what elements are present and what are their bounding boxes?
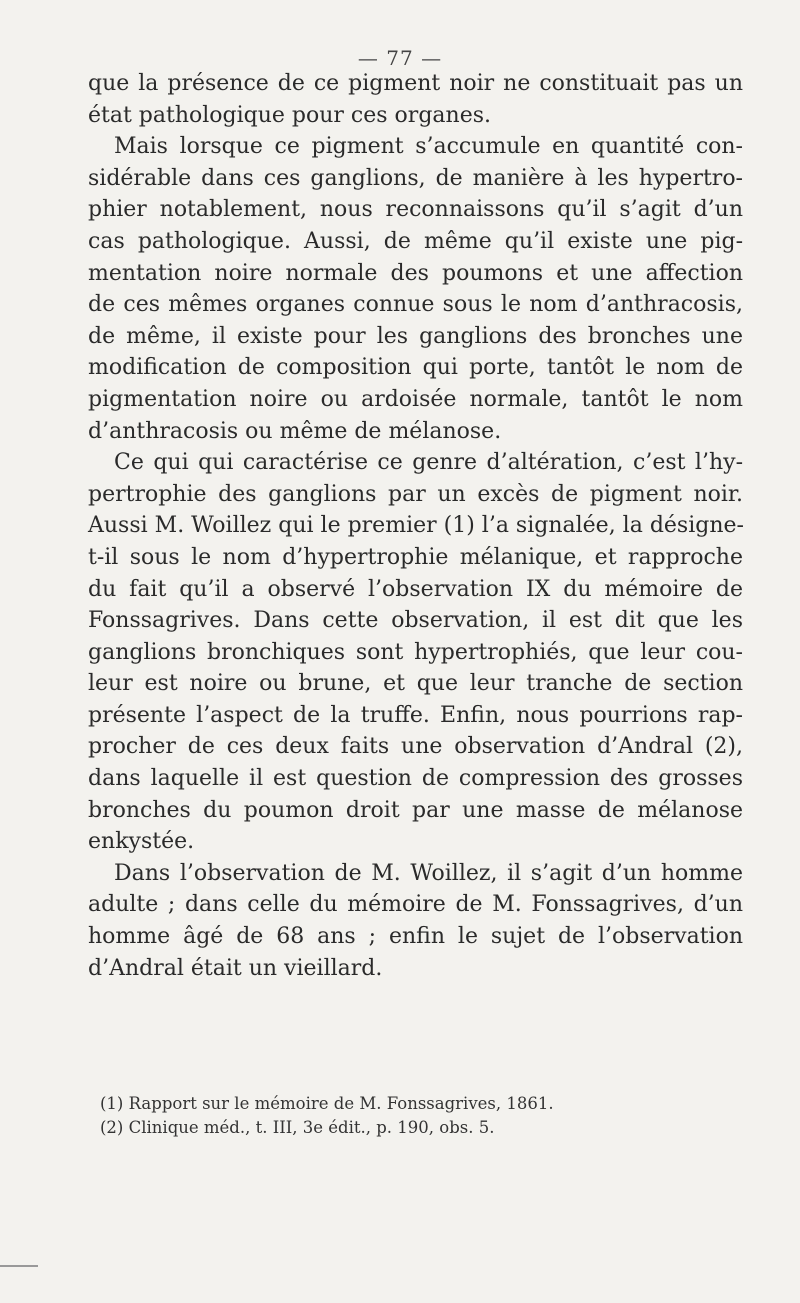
text-line: leur est noire ou brune, et que leur tranche de section xyxy=(88,671,743,697)
page-number: — 77 — xyxy=(357,46,443,70)
text-line: de ces mêmes organes connue sous le nom d’anthracosis, xyxy=(88,292,743,318)
text-line: mentation noire normale des poumons et une affection xyxy=(88,260,743,286)
text-line: homme âgé de 68 ans ; enfin le sujet de l’observation xyxy=(88,924,743,950)
text-line: enkystée. xyxy=(88,829,195,855)
text-line: de même, il existe pour les ganglions des bronches une xyxy=(88,323,743,349)
text-line: Aussi M. Woillez qui le premier (1) l’a signalée, la désigne- xyxy=(88,513,744,539)
footnote: (1) Rapport sur le mémoire de M. Fonssagrives, 1861. xyxy=(100,1094,554,1113)
text-line: cas pathologique. Aussi, de même qu’il existe une pig- xyxy=(88,228,743,254)
text-line: adulte ; dans celle du mémoire de M. Fonssagrives, d’un xyxy=(88,892,743,918)
text-line: pertrophie des ganglions par un excès de pigment noir. xyxy=(88,481,743,507)
text-line: modification de composition qui porte, tantôt le nom de xyxy=(88,355,743,381)
page-edge-rule xyxy=(0,1265,38,1267)
text-line: présente l’aspect de la truffe. Enfin, nous pourrions rap- xyxy=(88,702,743,728)
text-line: sidérable dans ces ganglions, de manière à les hypertro- xyxy=(88,165,743,191)
text-line: t-il sous le nom d’hypertrophie mélanique, et rapproche xyxy=(88,544,743,570)
text-line: d’anthracosis ou même de mélanose. xyxy=(88,418,502,444)
text-line: Dans l’observation de M. Woillez, il s’agit d’un homme xyxy=(114,860,743,886)
text-line: ganglions bronchiques sont hypertrophiés, que leur cou- xyxy=(88,639,743,665)
text-line: phier notablement, nous reconnaissons qu’il s’agit d’un xyxy=(88,197,743,223)
text-line: bronches du poumon droit par une masse de mélanose xyxy=(88,797,743,823)
text-line: pigmentation noire ou ardoisée normale, tantôt le nom xyxy=(88,386,743,412)
footnotes xyxy=(100,1092,740,1140)
text-line: procher de ces deux faits une observation d’Andral (2), xyxy=(88,734,743,760)
text-line: du fait qu’il a observé l’observation IX du mémoire de xyxy=(88,576,743,602)
text-line: que la présence de ce pigment noir ne constituait pas un xyxy=(88,71,743,96)
text-line: état pathologique pour ces organes. xyxy=(88,102,491,128)
body-text xyxy=(88,68,743,984)
text-line: Fonssagrives. Dans cette observation, il est dit que les xyxy=(88,608,743,634)
footnote: (2) Clinique méd., t. III, 3e édit., p. 190, obs. 5. xyxy=(100,1118,495,1137)
text-line: Mais lorsque ce pigment s’accumule en quantité con- xyxy=(114,134,743,160)
text-line: dans laquelle il est question de compression des grosses xyxy=(88,766,743,792)
text-line: d’Andral était un vieillard. xyxy=(88,955,383,981)
text-line: Ce qui qui caractérise ce genre d’altération, c’est l’hy- xyxy=(114,450,743,476)
